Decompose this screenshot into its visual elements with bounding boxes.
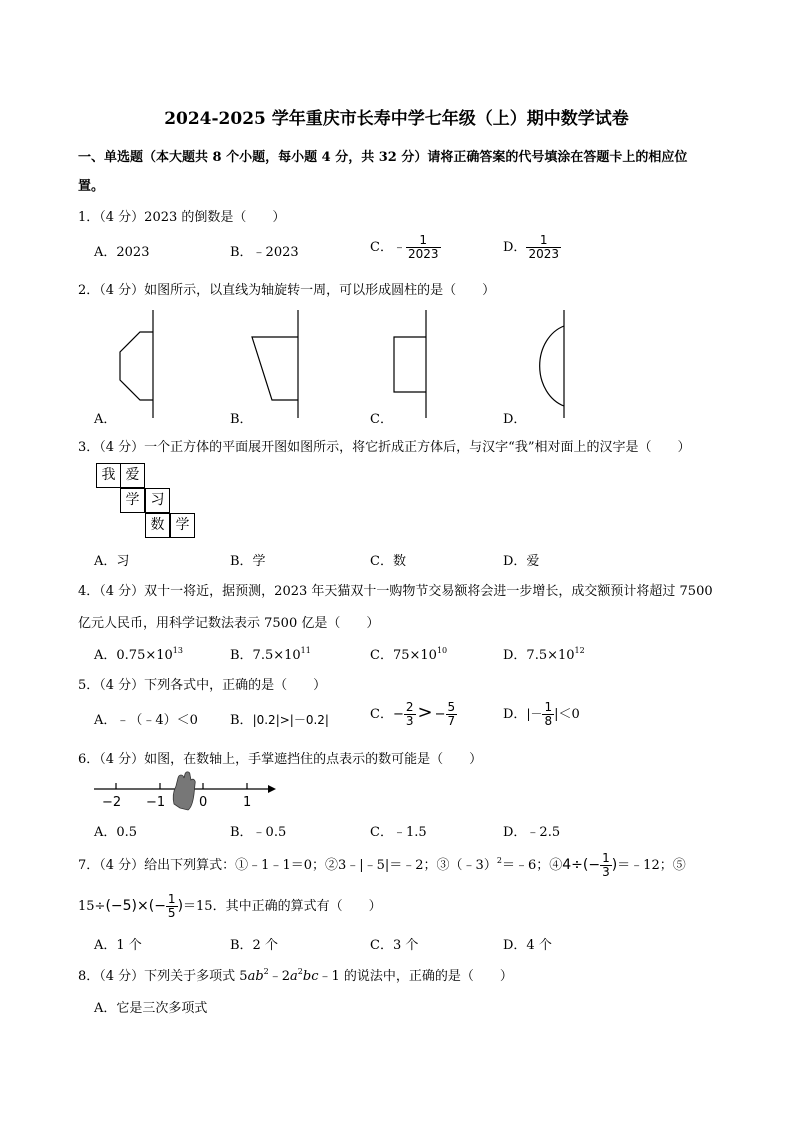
q1-option-d [503,234,561,261]
q8-term-bc: bc [302,969,319,984]
exponent: 2 [297,967,303,976]
fraction-one-third [600,852,612,879]
q4-line1: 4．（4 分）双十一将近，据预测，2023 年天猫双十一购物节交易额将会进一步增长，成交额预计将超过 7500 [78,584,713,599]
q6-tick-neg2: −2 [102,795,122,810]
q7-line2 [78,893,382,920]
q6-stem: 6．（4 分）如图，在数轴上，手掌遮挡住的点表示的数可能是（ ） [78,752,483,767]
fraction-numerator: 1 [539,233,548,247]
option-label: C． [370,707,393,722]
option-text: C．75×10 [370,648,437,663]
fraction-denominator: 3 [602,865,610,879]
q6-tick-one: 1 [243,795,252,810]
q2-option-d: D． [503,412,527,427]
net-cell-xi: 习 [145,488,170,513]
option-text: D．7.5×10 [503,648,575,663]
option-text: A．0.75×10 [94,648,173,663]
fraction-denominator: 7 [447,714,456,728]
q6-option-a: A．0.5 [94,825,138,840]
q2-stem: 2．（4 分）如图所示，以直线为轴旋转一周，可以形成圆柱的是（ ） [78,283,496,298]
fraction-one-fifth [166,893,178,920]
exponent: 11 [300,646,311,655]
q7-text-part2: ＝﹣6；④ [501,858,563,873]
fraction-numerator: 1 [419,233,428,247]
fraction-numerator: 2 [405,700,414,714]
q1-option-d-label: D． [503,240,527,255]
fraction-denominator: 3 [405,714,414,728]
net-cell-wo: 我 [96,463,121,488]
q7-text-part3: ＝﹣12；⑤ [617,858,686,873]
q5-option-d [503,701,580,728]
q8-option-a: A．它是三次多项式 [94,1001,208,1016]
fraction-numerator: 1 [167,892,176,906]
q7-text-part1: 7．（4 分）给出下列算式：①﹣1﹣1＝0；②3﹣|﹣5|＝﹣2；③（﹣3） [78,858,497,873]
q1-option-a: A．2023 [94,245,150,260]
abs-close: |＜0 [554,707,580,722]
q5-stem: 5．（4 分）下列各式中，正确的是（ ） [78,678,327,693]
section-heading-line2: 置。 [78,179,105,194]
fraction-denominator: 2023 [407,247,439,261]
q4-option-c [370,644,447,663]
option-label: B． [230,713,253,728]
q8-text-part2: ﹣1 的说法中，正确的是（ ） [318,969,513,984]
q8-stem [78,965,513,984]
q2-option-c: C． [370,412,393,427]
minus-sign: − [392,707,404,722]
q3-option-a: A．习 [94,554,130,569]
fraction-denominator: 2023 [528,247,559,261]
q7-text-part4: 15÷ [78,899,106,914]
q4-option-a [94,644,183,663]
fraction-two-thirds [404,701,416,728]
q7-text-part5: ＝15．其中正确的算式有（ ） [183,899,382,914]
net-cell-ai: 爱 [120,463,145,488]
q5-option-a: A．﹣（﹣4）＜0 [94,713,198,728]
q7-expr4-pre: 4÷(− [562,857,601,873]
minus-sign: − [434,707,446,722]
q6-tick-zero: 0 [199,795,208,810]
q1-option-c-label: C． [370,240,393,255]
option-expression: |0.2|>|－0.2| [252,713,329,727]
net-cell-shu: 数 [145,513,170,538]
fraction-five-sevenths [446,701,458,728]
q1-option-c-sign: ﹣ [392,240,406,255]
q2-figure-d [520,310,580,422]
q2-figure-b [248,310,308,422]
q6-tick-neg1: −1 [146,795,166,810]
q6-option-b: B．﹣0.5 [230,825,287,840]
fraction-numerator: 1 [544,700,553,714]
q2-option-b: B． [230,412,253,427]
q2-option-a: A． [94,412,117,427]
q1-option-c-fraction [406,234,441,261]
q1-option-d-fraction [526,234,561,261]
q7-expr5-post: ) [177,898,184,914]
exponent: 10 [436,646,448,655]
comparison-sign: > [417,702,433,723]
exponent: 13 [172,646,183,655]
hand-icon [173,772,195,810]
q7-option-a: A．1 个 [94,938,142,953]
q2-figure-a [110,310,160,422]
q4-line2: 亿元人民币，用科学记数法表示 7500 亿是（ ） [78,616,380,631]
q7-expr5-pre: (−5)×(− [105,898,166,914]
q7-expr4-post: ) [611,857,618,873]
q3-option-d: D．爱 [503,554,540,569]
abs-open: |－ [526,707,543,721]
q6-option-d: D．﹣2.5 [503,825,561,840]
option-text: B．7.5×10 [230,648,301,663]
q7-option-d: D．4 个 [503,938,552,953]
q5-option-b [230,709,329,728]
page-title: 2024-2025 学年重庆市长寿中学七年级（上）期中数学试卷 [164,109,629,129]
q1-option-c [370,234,441,261]
q7-option-b: B．2 个 [230,938,278,953]
exponent: 2 [263,967,269,976]
q5-option-c [370,701,457,728]
fraction-numerator: 5 [447,700,456,714]
fraction-one-eighth [542,701,554,728]
exponent: 12 [574,646,585,655]
q7-option-c: C．3 个 [370,938,419,953]
q1-stem: 1．（4 分）2023 的倒数是（ ） [78,210,286,225]
q1-option-b: B．﹣2023 [230,245,299,260]
q3-option-b: B．学 [230,554,266,569]
fraction-denominator: 5 [167,906,176,920]
q3-option-c: C．数 [370,554,406,569]
section-heading-line1: 一、单选题（本大题共 8 个小题，每小题 4 分，共 32 分）请将正确答案的代号填涂在答题卡上的相应位 [78,150,688,165]
net-cell-xue-2: 学 [170,513,195,538]
q8-term-ab: ab [247,969,264,984]
net-cell-xue: 学 [120,488,145,513]
q6-option-c: C．﹣1.5 [370,825,427,840]
q7-line1 [78,852,686,879]
q4-option-b [230,644,311,663]
option-label: D． [503,707,527,722]
q8-term-a: a [290,969,298,984]
q3-stem: 3．（4 分）一个正方体的平面展开图如图所示，将它折成正方体后，与汉字“我”相对面上的汉字是（ ） [78,440,691,455]
fraction-denominator: 8 [544,714,553,728]
q8-text-part1: 8．（4 分）下列关于多项式 5 [78,969,248,984]
fraction-numerator: 1 [602,851,610,865]
q2-figure-c [388,310,438,422]
exponent: 2 [496,856,502,865]
q4-option-d [503,644,585,663]
q8-text-minus2: ﹣2 [268,969,291,984]
